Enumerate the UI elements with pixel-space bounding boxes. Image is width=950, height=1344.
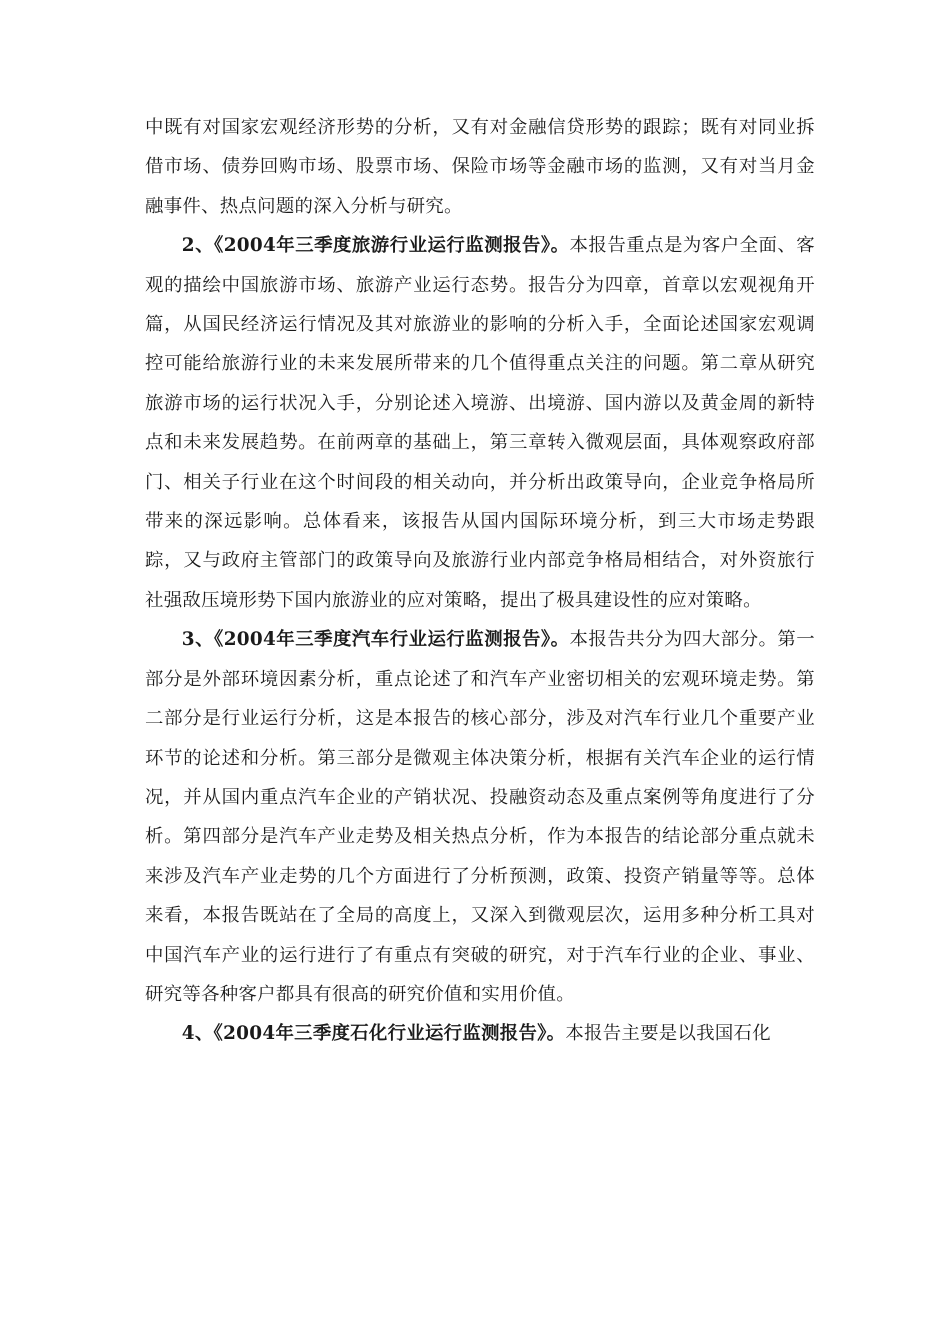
paragraph-text: 中既有对国家宏观经济形势的分析，又有对金融信贷形势的跟踪；既有对同业拆借市场、债券回购市场、股票市场、保险市场等金融市场的监测，又有对当月金融事件、热点问题的深入分析与研究。 xyxy=(145,117,815,217)
paragraph-text: 本报告主要是以我国石化 xyxy=(565,1023,771,1045)
document-body xyxy=(145,108,815,1054)
paragraph-finance-continuation xyxy=(145,108,815,226)
item-number: 2、 xyxy=(181,235,215,257)
report-title: 《2004年三季度旅游行业运行监测报告》。 xyxy=(214,235,570,257)
paragraph-text: 本报告重点是为客户全面、客观的描绘中国旅游市场、旅游产业运行态势。报告分为四章，首章以宏观视角开篇，从国民经济运行情况及其对旅游业的影响的分析入手，全面论述国家宏观调控可能给旅游行业的未来发展所带来的几个值得重点关注的问题。第二章从研究旅游市场的运行状况入手，分别论述入境游、出境游、国内游以及黄金周的新特点和未来发展趋势。在前两章的基础上，第三章转入微观层面，具体观察政府部门、相关子行业在这个时间段的相关动向，并分析出政策导向，企业竞争格局所带来的深远影响。总体看来，该报告从国内国际环境分析，到三大市场走势跟踪，又与政府主管部门的政策导向及旅游行业内部竞争格局相结合，对外资旅行社强敌压境形势下国内旅游业的应对策略，提出了极具建设性的应对策略。 xyxy=(145,235,816,611)
paragraph-petrochemical-report xyxy=(145,1014,815,1053)
paragraph-auto-report xyxy=(145,620,815,1014)
report-title: 《2004年三季度石化行业运行监测报告》。 xyxy=(213,1023,566,1045)
item-number: 3、 xyxy=(181,629,215,651)
paragraph-tourism-report xyxy=(145,226,815,620)
report-title: 《2004年三季度汽车行业运行监测报告》。 xyxy=(214,629,570,651)
item-number: 4、 xyxy=(181,1023,214,1045)
paragraph-text: 本报告共分为四大部分。第一部分是外部环境因素分析，重点论述了和汽车产业密切相关的宏观环境走势。第二部分是行业运行分析，这是本报告的核心部分，涉及对汽车行业几个重要产业环节的论述和分析。第三部分是微观主体决策分析，根据有关汽车企业的运行情况，并从国内重点汽车企业的产销状况、投融资动态及重点案例等角度进行了分析。第四部分是汽车产业走势及相关热点分析，作为本报告的结论部分重点就未来涉及汽车产业走势的几个方面进行了分析预测，政策、投资产销量等等。总体来看，本报告既站在了全局的高度上，又深入到微观层次，运用多种分析工具对中国汽车产业的运行进行了有重点有突破的研究，对于汽车行业的企业、事业、研究等各种客户都具有很高的研究价值和实用价值。 xyxy=(145,629,816,1005)
